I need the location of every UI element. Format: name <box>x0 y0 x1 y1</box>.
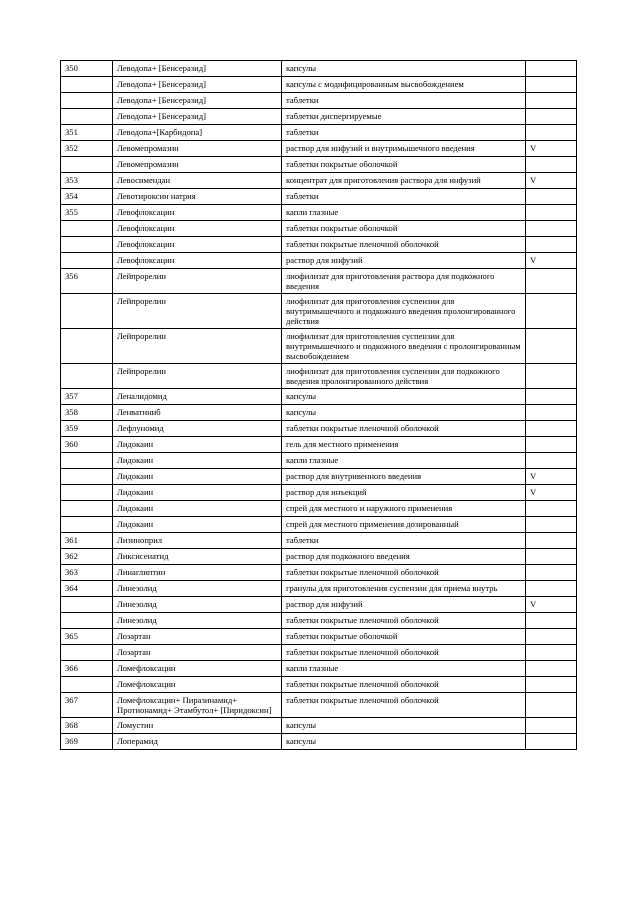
vital-flag-cell <box>526 157 577 173</box>
row-number-cell: 362 <box>61 549 113 565</box>
drug-name-cell: Леводопа+[Карбидопа] <box>113 125 282 141</box>
vital-flag-cell <box>526 549 577 565</box>
table-row <box>61 109 577 125</box>
dosage-form-cell: спрей для местного и наружного применения <box>282 501 526 517</box>
row-number-cell <box>61 93 113 109</box>
dosage-form-cell: капли глазные <box>282 661 526 677</box>
vital-flag-cell <box>526 453 577 469</box>
dosage-form-cell: раствор для подкожного введения <box>282 549 526 565</box>
row-number-cell: 358 <box>61 405 113 421</box>
dosage-form-cell: таблетки покрытые пленочной оболочкой <box>282 613 526 629</box>
dosage-form-cell: капсулы <box>282 734 526 750</box>
dosage-form-cell: спрей для местного применения дозированный <box>282 517 526 533</box>
row-number-cell: 352 <box>61 141 113 157</box>
row-number-cell <box>61 517 113 533</box>
table-row <box>61 734 577 750</box>
dosage-form-cell: таблетки покрытые пленочной оболочкой <box>282 421 526 437</box>
drug-name-cell: Ленватиниб <box>113 405 282 421</box>
table-row <box>61 253 577 269</box>
drug-name-cell: Ломефлоксацин <box>113 677 282 693</box>
row-number-cell: 360 <box>61 437 113 453</box>
table-row <box>61 437 577 453</box>
vital-flag-cell <box>526 693 577 718</box>
dosage-form-cell: раствор для внутривенного введения <box>282 469 526 485</box>
vital-flag-cell <box>526 389 577 405</box>
row-number-cell: 351 <box>61 125 113 141</box>
dosage-form-cell: раствор для инъекций <box>282 485 526 501</box>
drug-name-cell: Левомепромазин <box>113 141 282 157</box>
table-row <box>61 157 577 173</box>
drug-name-cell: Лозартан <box>113 645 282 661</box>
vital-flag-cell <box>526 581 577 597</box>
drug-name-cell: Левофлоксацин <box>113 253 282 269</box>
drug-name-cell: Лидокаин <box>113 437 282 453</box>
table-row <box>61 549 577 565</box>
vital-flag-cell <box>526 93 577 109</box>
dosage-form-cell: капсулы с модифицированным высвобождением <box>282 77 526 93</box>
table-row <box>61 237 577 253</box>
dosage-form-cell: лиофилизат для приготовления суспензии для внутримышечного и подкожного введения пролонгированного действия <box>282 294 526 329</box>
drug-name-cell: Лейпрорелин <box>113 294 282 329</box>
vital-flag-cell <box>526 421 577 437</box>
vital-flag-cell: V <box>526 485 577 501</box>
table-row <box>61 221 577 237</box>
row-number-cell <box>61 485 113 501</box>
vital-flag-cell <box>526 565 577 581</box>
row-number-cell: 367 <box>61 693 113 718</box>
dosage-form-cell: таблетки покрытые пленочной оболочкой <box>282 645 526 661</box>
dosage-form-cell: таблетки диспергируемые <box>282 109 526 125</box>
vital-flag-cell <box>526 364 577 389</box>
dosage-form-cell: гранулы для приготовления суспензии для приема внутрь <box>282 581 526 597</box>
dosage-form-cell: таблетки покрытые оболочкой <box>282 221 526 237</box>
row-number-cell <box>61 329 113 364</box>
table-row <box>61 661 577 677</box>
row-number-cell <box>61 597 113 613</box>
row-number-cell <box>61 221 113 237</box>
table-row <box>61 364 577 389</box>
table-row <box>61 597 577 613</box>
row-number-cell: 359 <box>61 421 113 437</box>
dosage-form-cell: лиофилизат для приготовления суспензии для подкожного введения пролонгированного действия <box>282 364 526 389</box>
row-number-cell <box>61 613 113 629</box>
table-row <box>61 173 577 189</box>
table-row <box>61 565 577 581</box>
drug-name-cell: Левосимендан <box>113 173 282 189</box>
row-number-cell: 365 <box>61 629 113 645</box>
table-row <box>61 77 577 93</box>
dosage-form-cell: лиофилизат для приготовления раствора для подкожного введения <box>282 269 526 294</box>
drug-name-cell: Левомепромазин <box>113 157 282 173</box>
dosage-form-cell: капсулы <box>282 389 526 405</box>
table-row <box>61 205 577 221</box>
table-row <box>61 389 577 405</box>
row-number-cell: 355 <box>61 205 113 221</box>
dosage-form-cell: таблетки <box>282 125 526 141</box>
table-row <box>61 501 577 517</box>
row-number-cell <box>61 253 113 269</box>
row-number-cell <box>61 453 113 469</box>
dosage-form-cell: капсулы <box>282 61 526 77</box>
dosage-form-cell: гель для местного применения <box>282 437 526 453</box>
vital-flag-cell <box>526 294 577 329</box>
vital-flag-cell <box>526 613 577 629</box>
row-number-cell: 369 <box>61 734 113 750</box>
table-row <box>61 405 577 421</box>
drug-name-cell: Ликсисенатид <box>113 549 282 565</box>
vital-flag-cell <box>526 125 577 141</box>
vital-flag-cell <box>526 61 577 77</box>
table-row <box>61 61 577 77</box>
drug-name-cell: Линезолид <box>113 613 282 629</box>
vital-flag-cell <box>526 517 577 533</box>
drug-name-cell: Левофлоксацин <box>113 205 282 221</box>
row-number-cell: 354 <box>61 189 113 205</box>
table-row <box>61 693 577 718</box>
vital-flag-cell <box>526 718 577 734</box>
drug-name-cell: Ломефлоксацин <box>113 661 282 677</box>
vital-flag-cell <box>526 221 577 237</box>
drug-name-cell: Лейпрорелин <box>113 269 282 294</box>
drug-name-cell: Лейпрорелин <box>113 329 282 364</box>
vital-flag-cell <box>526 329 577 364</box>
dosage-form-cell: капли глазные <box>282 205 526 221</box>
dosage-form-cell: лиофилизат для приготовления суспензии для внутримышечного и подкожного введения с пролонгированным высвобождением <box>282 329 526 364</box>
drug-name-cell: Леводопа+ [Бенсеразид] <box>113 109 282 125</box>
table-row <box>61 189 577 205</box>
dosage-form-cell: таблетки покрытые пленочной оболочкой <box>282 237 526 253</box>
dosage-form-cell: таблетки покрытые пленочной оболочкой <box>282 677 526 693</box>
table-row <box>61 453 577 469</box>
row-number-cell: 366 <box>61 661 113 677</box>
table-row <box>61 93 577 109</box>
vital-flag-cell <box>526 734 577 750</box>
row-number-cell <box>61 364 113 389</box>
table-row <box>61 469 577 485</box>
dosage-form-cell: капли глазные <box>282 453 526 469</box>
dosage-form-cell: таблетки <box>282 533 526 549</box>
vital-flag-cell <box>526 645 577 661</box>
drug-name-cell: Лидокаин <box>113 453 282 469</box>
drug-name-cell: Линезолид <box>113 581 282 597</box>
table-row <box>61 718 577 734</box>
vital-flag-cell <box>526 501 577 517</box>
row-number-cell <box>61 157 113 173</box>
drug-list-table <box>60 60 577 750</box>
vital-flag-cell <box>526 189 577 205</box>
drug-name-cell: Левофлоксацин <box>113 221 282 237</box>
drug-name-cell: Лоперамид <box>113 734 282 750</box>
vital-flag-cell <box>526 677 577 693</box>
table-row <box>61 421 577 437</box>
table-row <box>61 677 577 693</box>
dosage-form-cell: таблетки покрытые оболочкой <box>282 157 526 173</box>
drug-name-cell: Леводопа+ [Бенсеразид] <box>113 61 282 77</box>
dosage-form-cell: таблетки <box>282 189 526 205</box>
dosage-form-cell: таблетки покрытые пленочной оболочкой <box>282 565 526 581</box>
row-number-cell: 363 <box>61 565 113 581</box>
dosage-form-cell: таблетки покрытые оболочкой <box>282 629 526 645</box>
table-row <box>61 329 577 364</box>
table-row <box>61 629 577 645</box>
dosage-form-cell: раствор для инфузий <box>282 597 526 613</box>
drug-name-cell: Лидокаин <box>113 485 282 501</box>
table-row <box>61 581 577 597</box>
drug-name-cell: Лидокаин <box>113 469 282 485</box>
dosage-form-cell: концентрат для приготовления раствора для инфузий <box>282 173 526 189</box>
dosage-form-cell: таблетки <box>282 93 526 109</box>
row-number-cell: 364 <box>61 581 113 597</box>
vital-flag-cell: V <box>526 469 577 485</box>
drug-name-cell: Левотироксин натрия <box>113 189 282 205</box>
vital-flag-cell <box>526 629 577 645</box>
drug-name-cell: Лидокаин <box>113 501 282 517</box>
vital-flag-cell: V <box>526 141 577 157</box>
table-row <box>61 517 577 533</box>
drug-name-cell: Ломефлоксацин+ Пиразинамид+ Протионамид+ Этамбутол+ [Пиридоксин] <box>113 693 282 718</box>
table-row <box>61 125 577 141</box>
row-number-cell: 368 <box>61 718 113 734</box>
drug-name-cell: Леводопа+ [Бенсеразид] <box>113 77 282 93</box>
vital-flag-cell <box>526 533 577 549</box>
vital-flag-cell <box>526 77 577 93</box>
table-row <box>61 294 577 329</box>
drug-name-cell: Лидокаин <box>113 517 282 533</box>
row-number-cell <box>61 469 113 485</box>
row-number-cell <box>61 237 113 253</box>
drug-name-cell: Лейпрорелин <box>113 364 282 389</box>
drug-name-cell: Линаглиптин <box>113 565 282 581</box>
vital-flag-cell: V <box>526 253 577 269</box>
table-row <box>61 141 577 157</box>
drug-name-cell: Ломустин <box>113 718 282 734</box>
row-number-cell: 357 <box>61 389 113 405</box>
drug-name-cell: Лизиноприл <box>113 533 282 549</box>
vital-flag-cell <box>526 205 577 221</box>
row-number-cell <box>61 645 113 661</box>
table-body <box>61 61 577 750</box>
dosage-form-cell: таблетки покрытые пленочной оболочкой <box>282 693 526 718</box>
vital-flag-cell <box>526 237 577 253</box>
row-number-cell <box>61 501 113 517</box>
table-row <box>61 485 577 501</box>
dosage-form-cell: раствор для инфузий и внутримышечного введения <box>282 141 526 157</box>
row-number-cell: 361 <box>61 533 113 549</box>
table-row <box>61 533 577 549</box>
table-row <box>61 645 577 661</box>
row-number-cell: 353 <box>61 173 113 189</box>
drug-name-cell: Лозартан <box>113 629 282 645</box>
row-number-cell <box>61 109 113 125</box>
drug-name-cell: Лефлуномид <box>113 421 282 437</box>
row-number-cell <box>61 294 113 329</box>
vital-flag-cell: V <box>526 597 577 613</box>
dosage-form-cell: раствор для инфузий <box>282 253 526 269</box>
vital-flag-cell: V <box>526 173 577 189</box>
drug-name-cell: Линезолид <box>113 597 282 613</box>
vital-flag-cell <box>526 269 577 294</box>
table-row <box>61 613 577 629</box>
drug-name-cell: Леводопа+ [Бенсеразид] <box>113 93 282 109</box>
table-row <box>61 269 577 294</box>
dosage-form-cell: капсулы <box>282 405 526 421</box>
drug-name-cell: Левофлоксацин <box>113 237 282 253</box>
drug-name-cell: Леналидомид <box>113 389 282 405</box>
dosage-form-cell: капсулы <box>282 718 526 734</box>
vital-flag-cell <box>526 437 577 453</box>
row-number-cell <box>61 677 113 693</box>
row-number-cell: 356 <box>61 269 113 294</box>
vital-flag-cell <box>526 661 577 677</box>
vital-flag-cell <box>526 405 577 421</box>
row-number-cell <box>61 77 113 93</box>
vital-flag-cell <box>526 109 577 125</box>
row-number-cell: 350 <box>61 61 113 77</box>
